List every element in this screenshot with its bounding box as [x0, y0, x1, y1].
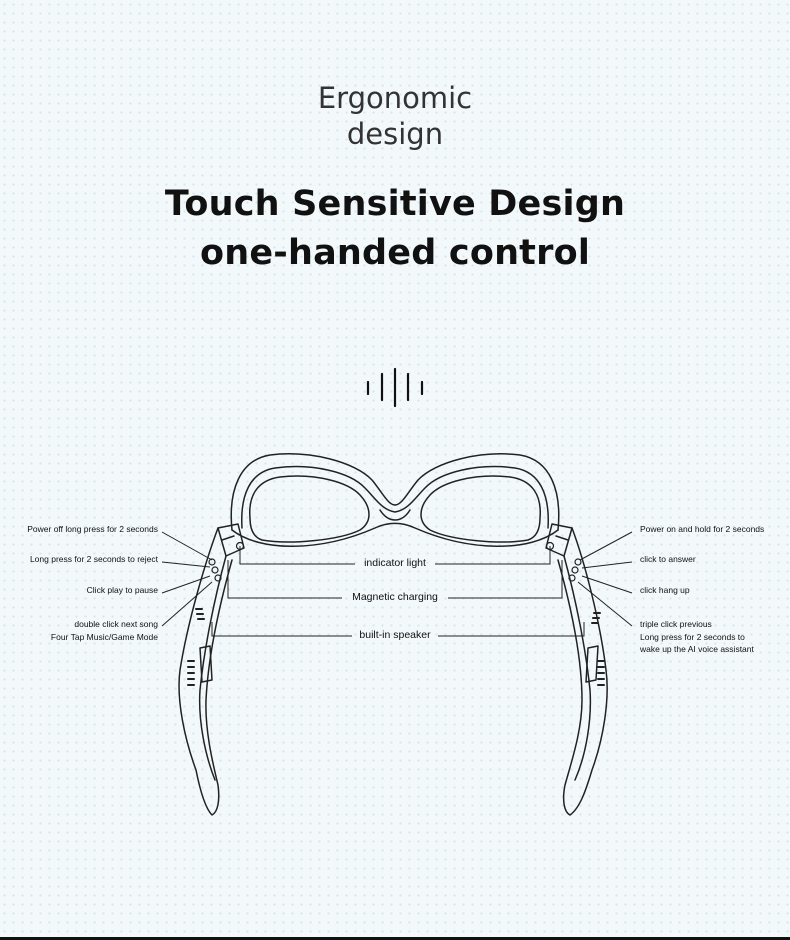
label-voice-assistant-1: Long press for 2 seconds to [640, 632, 745, 642]
callout-lines [162, 532, 632, 636]
label-magnetic-charging: Magnetic charging [352, 591, 438, 603]
label-reject: Long press for 2 seconds to reject [29, 554, 158, 564]
label-power-on: Power on and hold for 2 seconds [640, 524, 765, 534]
label-game-mode: Four Tap Music/Game Mode [50, 632, 158, 642]
label-hang-up: click hang up [640, 585, 690, 595]
subtitle-line-2: design [346, 117, 444, 151]
label-indicator-light: indicator light [364, 557, 426, 569]
headline-line-1: Touch Sensitive Design [164, 184, 626, 224]
label-answer: click to answer [640, 554, 696, 564]
touch-waveform-icon [368, 369, 422, 406]
subtitle-line-1: Ergonomic [317, 81, 473, 115]
label-power-off: Power off long press for 2 seconds [27, 524, 158, 534]
speaker-grilles [187, 608, 605, 686]
headline-line-2: one-handed control [199, 233, 591, 273]
label-play-pause: Click play to pause [86, 585, 158, 595]
label-built-in-speaker: built-in speaker [359, 629, 431, 641]
label-next-song: double click next song [74, 619, 158, 629]
label-voice-assistant-2: wake up the AI voice assistant [640, 644, 754, 654]
label-previous: triple click previous [640, 619, 712, 629]
